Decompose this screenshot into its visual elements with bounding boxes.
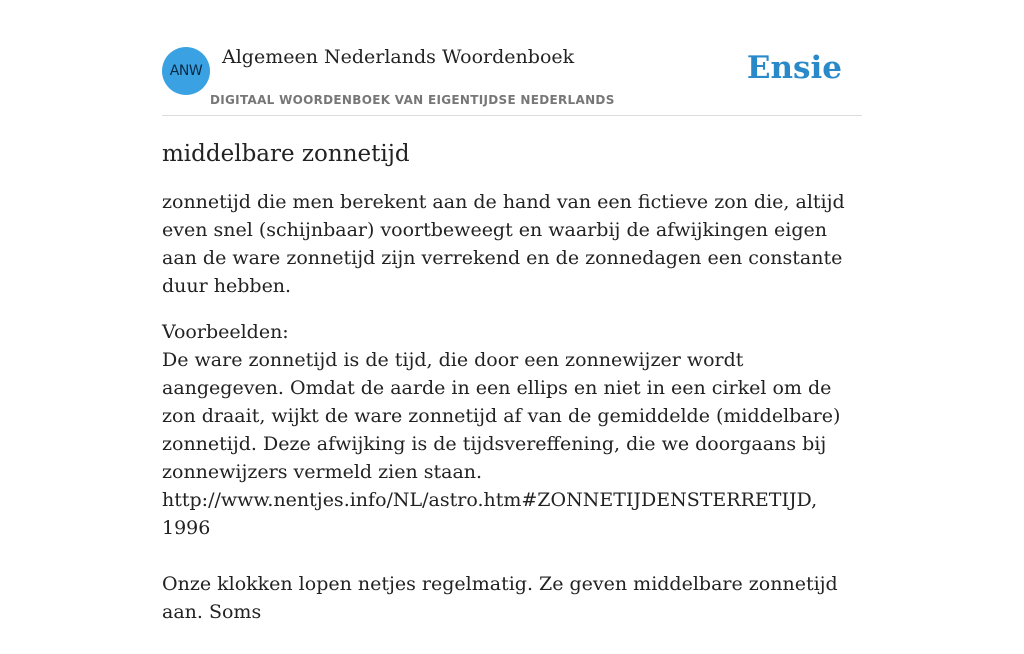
site-header: [162, 46, 862, 116]
header-divider: [162, 115, 862, 116]
examples-label: Voorbeelden:: [162, 321, 289, 343]
definition: zonnetijd die men berekent aan de hand van een fictieve zon die, altijd even snel (schijnbaar) voortbeweegt en waarbij de afwijkingen eigen aan de ware zonnetijd zijn verrekend en de zonnedagen een constante duur hebben.: [162, 191, 845, 297]
entry-content: [162, 138, 862, 654]
anw-logo[interactable]: ANW: [162, 47, 210, 95]
example-1: De ware zonnetijd is de tijd, die door een zonnewijzer wordt aangegeven. Omdat de aarde in een ellips en niet in een cirkel om de zon draait, wijkt de ware zonnetijd af van de gemiddelde (middelbare) zonnetijd. Deze afwijking is de tijdsvereffening, die we doorgaans bij zonnewijzers vermeld zien staan. http://www.nentjes.info/NL/astro.htm#ZONNETIJDENSTERRETIJD, 1996: [162, 349, 841, 539]
site-title[interactable]: Algemeen Nederlands Woordenboek: [222, 46, 575, 68]
ensie-brand-logo[interactable]: Ensie: [746, 50, 842, 86]
example-2: Onze klokken lopen netjes regelmatig. Ze geven middelbare zonnetijd aan. Soms: [162, 573, 838, 623]
headword: middelbare zonnetijd: [162, 141, 410, 167]
site-subtitle: DIGITAAL WOORDENBOEK VAN EIGENTIJDSE NEDERLANDS: [210, 93, 615, 107]
